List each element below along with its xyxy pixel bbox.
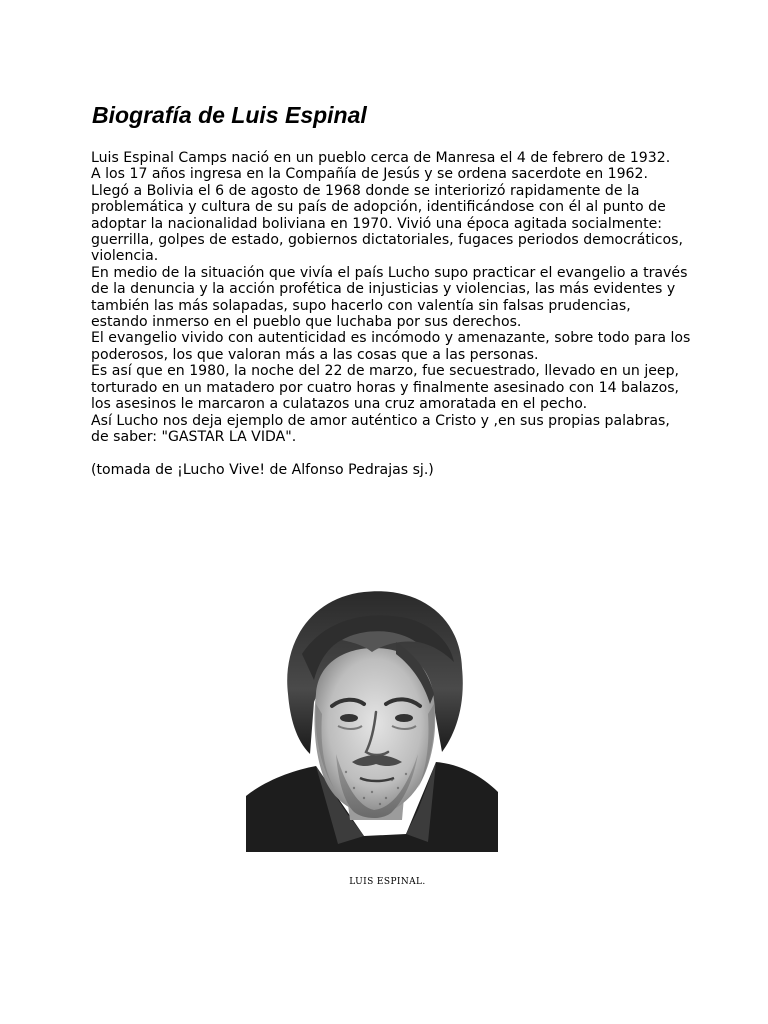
portrait-photo: [246, 584, 498, 852]
document-title: Biografía de Luis Espinal: [92, 102, 367, 128]
paragraph-jesuits: A los 17 años ingresa en la Compañía de Jesús y se ordena sacerdote en 1962.: [91, 166, 648, 183]
source-note: (tomada de ¡Lucho Vive! de Alfonso Pedrajas sj.): [91, 461, 434, 478]
paragraph-asesinato: Es así que en 1980, la noche del 22 de marzo, fue secuestrado, llevado en un jeep, torturado en un matadero por cuatro horas y finalmente asesinado con 14 balazos, los asesinos le marcaron a culatazos una cruz amoratada en el pecho.: [91, 363, 680, 413]
biography-text: [91, 150, 691, 478]
paragraph-bolivia: Llegó a Bolivia el 6 de agosto de 1968 donde se interiorizó rapidamente de la problemática y cultura de su país de adopción, identificándose con él al punto de adoptar la nacionalidad boliviana en 1970. Vivió una época agitada socialmente: guerrilla, golpes de estado, gobiernos dictatoriales, fugaces periodos democráticos, violencia.: [91, 182, 683, 265]
paragraph-evangelio-autenticidad: El evangelio vivido con autenticidad es incómodo y amenazante, sobre todo para los poderosos, los que valoran más a las cosas que a las personas.: [91, 330, 691, 363]
paragraph-evangelio-denuncia: En medio de la situación que vivía el país Lucho supo practicar el evangelio a través de la denuncia y la acción profética de injusticias y violencias, las más evidentes y también las más solapadas, supo hacerlo con valentía sin falsas prudencias, estando inmerso en el pueblo que luchaba por sus derechos.: [91, 264, 688, 331]
paragraph-birth: Luis Espinal Camps nació en un pueblo cerca de Manresa el 4 de febrero de 1932.: [91, 150, 671, 166]
blank-line: [91, 445, 691, 461]
photo-caption: LUIS ESPINAL.: [349, 877, 426, 887]
paragraph-gastar-la-vida: Así Lucho nos deja ejemplo de amor auténtico a Cristo y ,en sus propias palabras, de saber: "GASTAR LA VIDA".: [91, 412, 670, 445]
